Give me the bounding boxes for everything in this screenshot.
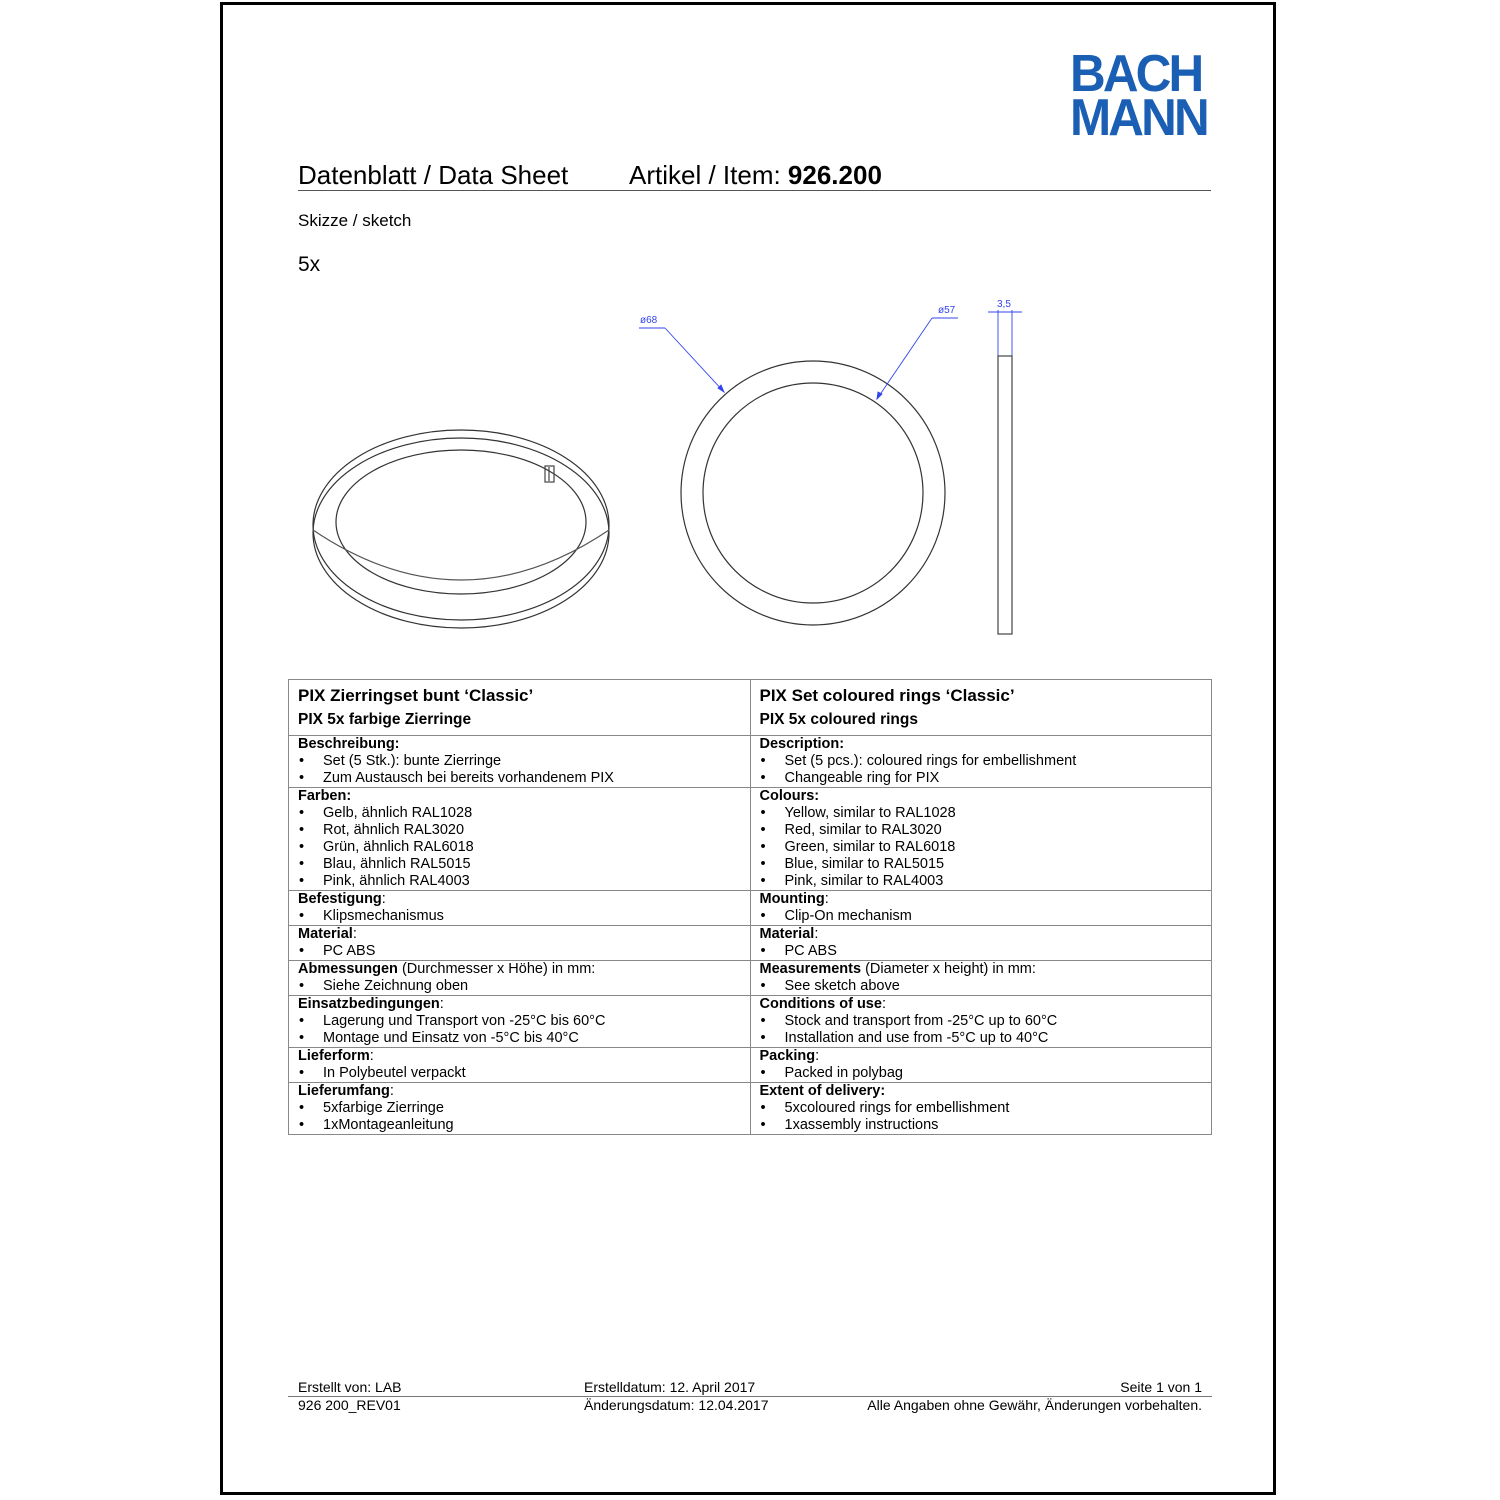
section-label: Description: [759, 736, 845, 752]
item-label: Artikel / Item: [629, 160, 788, 190]
table-row-material [289, 926, 1212, 961]
de-cell [289, 1048, 751, 1083]
document-id: 926 200_REV01 [298, 1397, 401, 1413]
list-item: • See sketch above [760, 978, 1203, 995]
table-row-mounting [289, 891, 1212, 926]
section-label-suffix: : [824, 891, 829, 907]
list-item: • PC ABS [760, 943, 1203, 960]
en-cell [750, 1083, 1212, 1135]
list-item: • Set (5 pcs.): coloured rings for embellishment [760, 753, 1203, 770]
section-label: Lieferform [298, 1048, 370, 1064]
section-label: Colours: [759, 788, 820, 804]
footer-row-2 [288, 1397, 1212, 1414]
list-item: • 1xMontageanleitung [298, 1117, 741, 1134]
table-row-conditions [289, 996, 1212, 1048]
logo-line-1: BACH [1070, 45, 1202, 103]
list-item: • Stock and transport from -25°C up to 60°C [760, 1013, 1203, 1030]
list-item: • Pink, similar to RAL4003 [760, 873, 1203, 890]
item-number: 926.200 [787, 160, 882, 190]
de-cell [289, 961, 751, 996]
table-row-measurements [289, 961, 1212, 996]
ring-perspective-drawing [313, 430, 609, 628]
list-item: • Clip-On mechanism [760, 908, 1203, 925]
en-cell [750, 926, 1212, 961]
list-item: • Green, similar to RAL6018 [760, 839, 1203, 856]
list-item: • Siehe Zeichnung oben [298, 978, 741, 995]
section-label: Mounting [759, 891, 825, 907]
section-label-suffix: : [352, 926, 357, 942]
list-item: • Grün, ähnlich RAL6018 [298, 839, 741, 856]
list-item: • Blue, similar to RAL5015 [760, 856, 1203, 873]
table-row-delivery [289, 1083, 1212, 1135]
de-product-subtitle: PIX 5x farbige Zierringe [298, 711, 472, 728]
de-cell [289, 736, 751, 788]
en-product-subtitle: PIX 5x coloured rings [759, 711, 918, 728]
table-row-description [289, 736, 1212, 788]
section-label: Material [298, 926, 353, 942]
list-item: • Rot, ähnlich RAL3020 [298, 822, 741, 839]
en-cell [750, 736, 1212, 788]
list-item: • 5xcoloured rings for embellishment [760, 1100, 1203, 1117]
en-cell [750, 1048, 1212, 1083]
de-cell [289, 788, 751, 891]
logo-line-2: MANN [1070, 89, 1207, 147]
de-cell [289, 996, 751, 1048]
section-label-suffix: (Diameter x height) in mm: [861, 961, 1036, 977]
list-item: • Changeable ring for PIX [760, 770, 1203, 787]
section-label: Conditions of use [759, 996, 882, 1012]
en-cell [750, 788, 1212, 891]
list-item: • Red, similar to RAL3020 [760, 822, 1203, 839]
section-label: Packing [759, 1048, 816, 1064]
de-cell [289, 1083, 751, 1135]
en-cell [750, 996, 1212, 1048]
footer-row-1 [288, 1379, 1212, 1396]
section-label-suffix: : [881, 996, 886, 1012]
section-label-suffix: : [814, 926, 819, 942]
section-label-suffix: : [389, 1083, 394, 1099]
list-item: • Lagerung und Transport von -25°C bis 60°C [298, 1013, 741, 1030]
section-label-suffix: (Durchmesser x Höhe) in mm: [397, 961, 596, 977]
section-label: Befestigung [298, 891, 382, 907]
list-item: • Zum Austausch bei bereits vorhandenem PIX [298, 770, 741, 787]
de-cell [289, 891, 751, 926]
list-item: • Yellow, similar to RAL1028 [760, 805, 1203, 822]
table-row-colours [289, 788, 1212, 891]
en-cell [750, 961, 1212, 996]
item-heading [629, 160, 882, 191]
table-header-row [289, 680, 1212, 736]
technical-sketch [290, 290, 1050, 650]
list-item: • Packed in polybag [760, 1065, 1203, 1082]
section-label: Lieferumfang [298, 1083, 390, 1099]
created-by: Erstellt von: LAB [298, 1379, 402, 1395]
de-product-title: PIX Zierringset bunt ‘Classic’ [298, 686, 534, 705]
list-item: • PC ABS [298, 943, 741, 960]
en-header-cell [750, 680, 1212, 736]
created-date: Erstelldatum: 12. April 2017 [584, 1379, 756, 1395]
section-label: Beschreibung: [298, 736, 400, 752]
quantity-label: 5x [298, 253, 321, 276]
modified-date: Änderungsdatum: 12.04.2017 [584, 1397, 769, 1413]
section-label-suffix: : [439, 996, 444, 1012]
section-label-suffix: : [381, 891, 386, 907]
title-row [298, 160, 1211, 191]
section-label: Einsatzbedingungen [298, 996, 440, 1012]
section-label: Farben: [298, 788, 352, 804]
ring-top-view [681, 361, 945, 625]
height-label: 3,5 [997, 299, 1011, 310]
list-item: • 1xassembly instructions [760, 1117, 1203, 1134]
disclaimer: Alle Angaben ohne Gewähr, Änderungen vorbehalten. [867, 1397, 1202, 1413]
list-item: • In Polybeutel verpackt [298, 1065, 741, 1082]
list-item: • Montage und Einsatz von -5°C bis 40°C [298, 1030, 741, 1047]
inner-diameter-label: ø57 [938, 305, 956, 316]
en-product-title: PIX Set coloured rings ‘Classic’ [759, 686, 1015, 705]
section-label-suffix: : [815, 1048, 820, 1064]
table-row-packing [289, 1048, 1212, 1083]
outer-diameter-label: ø68 [640, 315, 658, 326]
section-label: Measurements [759, 961, 862, 977]
en-cell [750, 891, 1212, 926]
list-item: • Pink, ähnlich RAL4003 [298, 873, 741, 890]
de-header-cell [289, 680, 751, 736]
section-label: Abmessungen [298, 961, 398, 977]
page-footer [288, 1379, 1212, 1414]
page-number: Seite 1 von 1 [1120, 1379, 1202, 1395]
list-item: • Set (5 Stk.): bunte Zierringe [298, 753, 741, 770]
section-label: Material [759, 926, 815, 942]
section-label-suffix: : [369, 1048, 374, 1064]
list-item: • Klipsmechanismus [298, 908, 741, 925]
page-title: Datenblatt / Data Sheet [298, 160, 569, 190]
sketch-label: Skizze / sketch [298, 211, 412, 230]
section-label: Extent of delivery: [759, 1083, 886, 1099]
list-item: • Blau, ähnlich RAL5015 [298, 856, 741, 873]
ring-side-view [998, 356, 1012, 634]
de-cell [289, 926, 751, 961]
list-item: • 5xfarbige Zierringe [298, 1100, 741, 1117]
list-item: • Installation and use from -5°C up to 40°C [760, 1030, 1203, 1047]
bachmann-logo [1070, 45, 1207, 147]
list-item: • Gelb, ähnlich RAL1028 [298, 805, 741, 822]
specification-table [288, 679, 1212, 1135]
